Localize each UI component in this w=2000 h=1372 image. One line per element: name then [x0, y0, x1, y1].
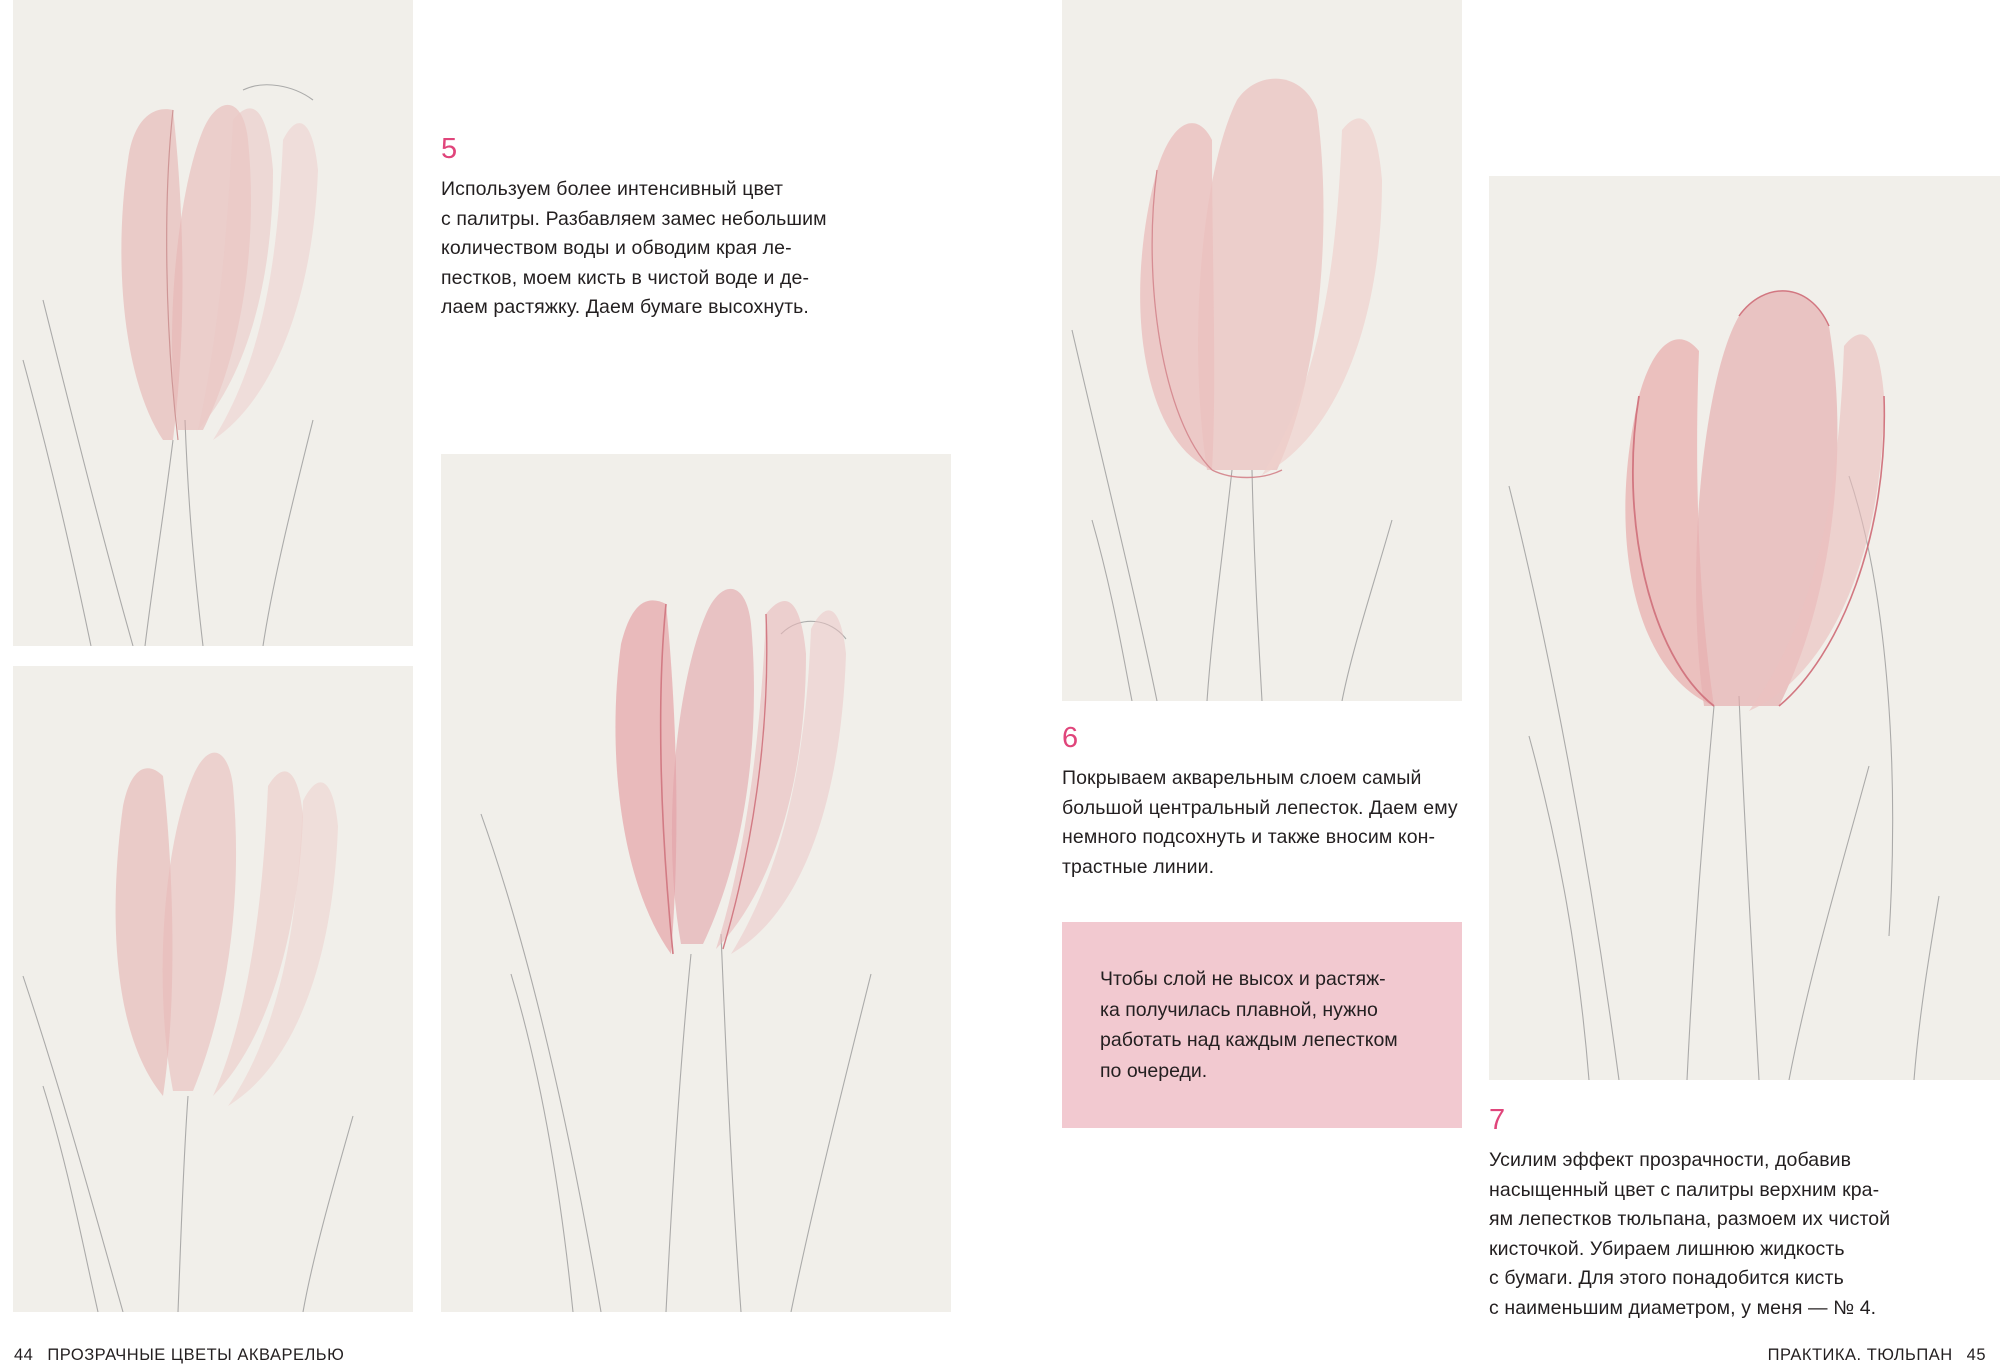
- text-line: трастные линии.: [1062, 855, 1215, 878]
- tulip-photo-step7: [1489, 176, 2000, 1080]
- right-running-title: ПРАКТИКА. ТЮЛЬПАН: [1767, 1346, 1953, 1364]
- left-page-number: 44: [14, 1346, 34, 1364]
- left-running-title: ПРОЗРАЧНЫЕ ЦВЕТЫ АКВАРЕЛЬЮ: [47, 1346, 345, 1364]
- right-page-number: 45: [1966, 1346, 1986, 1364]
- tip-note-text: [1100, 964, 1432, 1086]
- step-description: [441, 175, 861, 323]
- text-line: Чтобы слой не высох и растяж-: [1100, 968, 1386, 990]
- step-number: 5: [441, 133, 458, 165]
- text-line: лаем растяжку. Даем бумаге высохнуть.: [441, 296, 809, 319]
- step-6-block: [1062, 722, 1462, 882]
- tulip-photo-step4-a: [13, 0, 413, 646]
- text-line: пестков, моем кисть в чистой воде и де-: [441, 266, 810, 289]
- text-line: с палитры. Разбавляем замес небольшим: [441, 207, 827, 230]
- step-number: 6: [1062, 722, 1079, 754]
- text-line: Усилим эффект прозрачности, добавив: [1489, 1149, 1852, 1171]
- text-line: насыщенный цвет с палитры верхним кра-: [1489, 1178, 1880, 1201]
- right-page-footer: [1768, 1345, 2000, 1365]
- text-line: с бумаги. Для этого понадобится кисть: [1489, 1267, 1844, 1290]
- text-line: Используем более интенсивный цвет: [441, 178, 784, 200]
- step-number: 7: [1489, 1104, 1506, 1136]
- tulip-photo-step6: [1062, 0, 1462, 701]
- text-line: Покрываем акварельным слоем самый: [1062, 767, 1422, 789]
- text-line: ка получилась плавной, нужно: [1100, 998, 1378, 1021]
- step-7-block: [1489, 1104, 1909, 1324]
- text-line: немного подсохнуть и также вносим кон-: [1062, 826, 1436, 849]
- text-line: работать над каждым лепестком: [1100, 1029, 1398, 1051]
- text-line: с наименьшим диаметром, у меня — № 4.: [1489, 1296, 1877, 1319]
- text-line: по очереди.: [1100, 1059, 1208, 1082]
- left-page-footer: [0, 1345, 344, 1365]
- text-line: ям лепестков тюльпана, размоем их чистой: [1489, 1208, 1891, 1231]
- step-5-block: [441, 133, 861, 323]
- tulip-photo-step4-b: [13, 666, 413, 1312]
- text-line: кисточкой. Убираем лишнюю жидкость: [1489, 1237, 1845, 1260]
- text-line: количеством воды и обводим края ле-: [441, 237, 792, 260]
- step-description: [1489, 1146, 1909, 1324]
- text-line: большой центральный лепесток. Даем ему: [1062, 796, 1458, 819]
- tip-note-box: [1062, 922, 1462, 1128]
- tulip-photo-step5: [441, 454, 951, 1312]
- step-description: [1062, 764, 1462, 882]
